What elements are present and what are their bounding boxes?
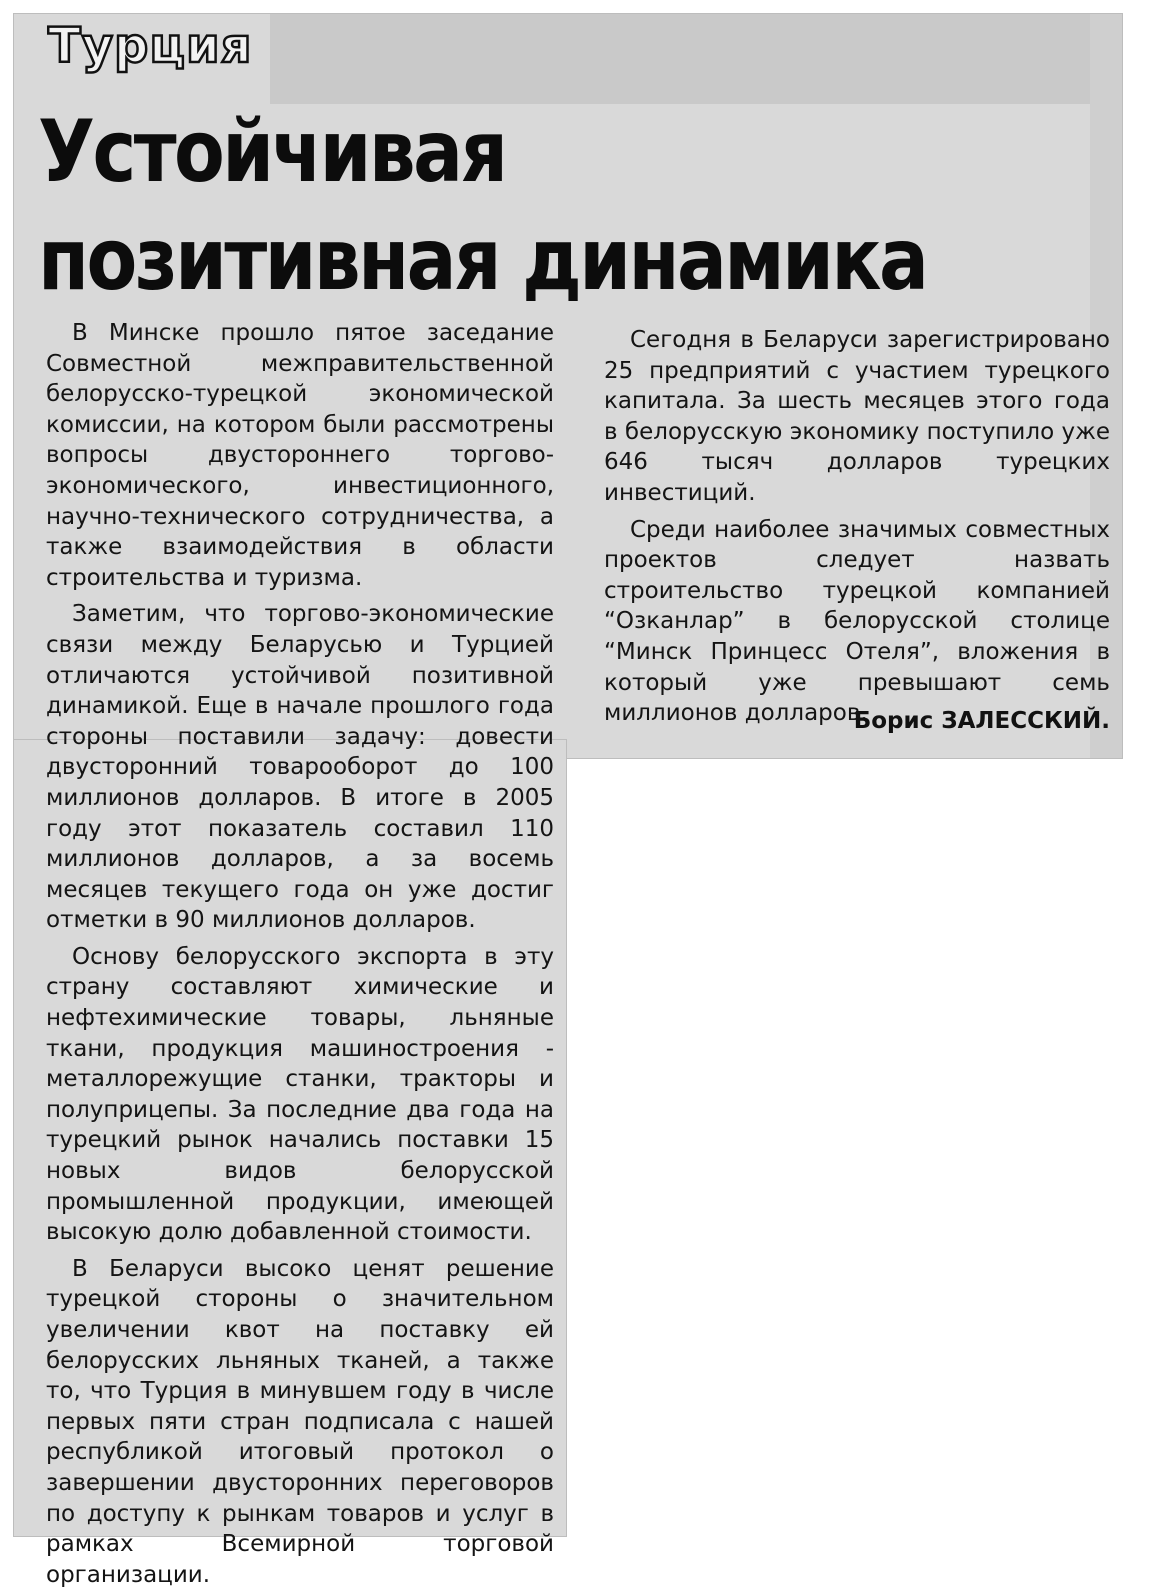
author-byline: Борис ЗАЛЕССКИЙ. <box>853 708 1110 734</box>
paragraph: В Беларуси высоко ценят решение турецкой стороны о значительном увеличении квот на поставку ей белорусских льняных тканей, а также то, что Турция в минувшем году в числе первых пяти стран подписала с нашей республикой итоговый протокол о завершении двусторонних переговоров по доступу к рынкам товаров и услуг в рамках Всемирной торговой организации. <box>46 1255 554 1588</box>
article-headline <box>38 98 950 314</box>
article-column-left <box>46 318 554 1596</box>
paragraph: Среди наиболее значимых совместных проектов следует назвать строительство турецкой компанией “Озканлар” в белорусской столице “Минск Принцесс Отеля”, вложения в который уже превышают семь миллионов долларов. <box>604 516 1110 727</box>
headline-line-1: Устойчивая <box>38 102 506 202</box>
paragraph: Основу белорусского экспорта в эту страну составляют химические и нефтехимические товары, льняные ткани, продукция машиностроения - металлорежущие станки, тракторы и полуприцепы. За последние два года на турецкий рынок начались поставки 15 новых видов белорусской промышленной продукции, имеющей высокую долю добавленной стоимости. <box>46 943 554 1246</box>
section-rubric: Турция <box>48 18 253 74</box>
paragraph: Сегодня в Беларуси зарегистрировано 25 предприятий с участием турецкого капитала. За шесть месяцев этого года в белорусскую экономику поступило уже 646 тысяч долларов турецких инвестиций. <box>604 327 1110 506</box>
adjacent-article-bleed <box>270 14 1122 104</box>
article-column-right <box>604 325 1110 735</box>
paragraph: Заметим, что торгово-экономические связи между Беларусью и Турцией отличаются устойчивой позитивной динамикой. Еще в начале прошлого года стороны поставили задачу: довести двусторонний товарооборот до 100 миллионов долларов. В итоге в 2005 году этот показатель составил 110 миллионов долларов, а за восемь месяцев текущего года он уже достиг отметки в 90 миллионов долларов. <box>46 601 554 934</box>
headline-line-2: позитивная динамика <box>38 210 927 310</box>
paragraph: В Минске прошло пятое заседание Совместной межправительственной белорусско-турецкой экономической комиссии, на котором были рассмотрены вопросы двустороннего торгово-экономического, инвестиционного, научно-технического сотрудничества, а также взаимодействия в области строительства и туризма. <box>46 320 554 591</box>
